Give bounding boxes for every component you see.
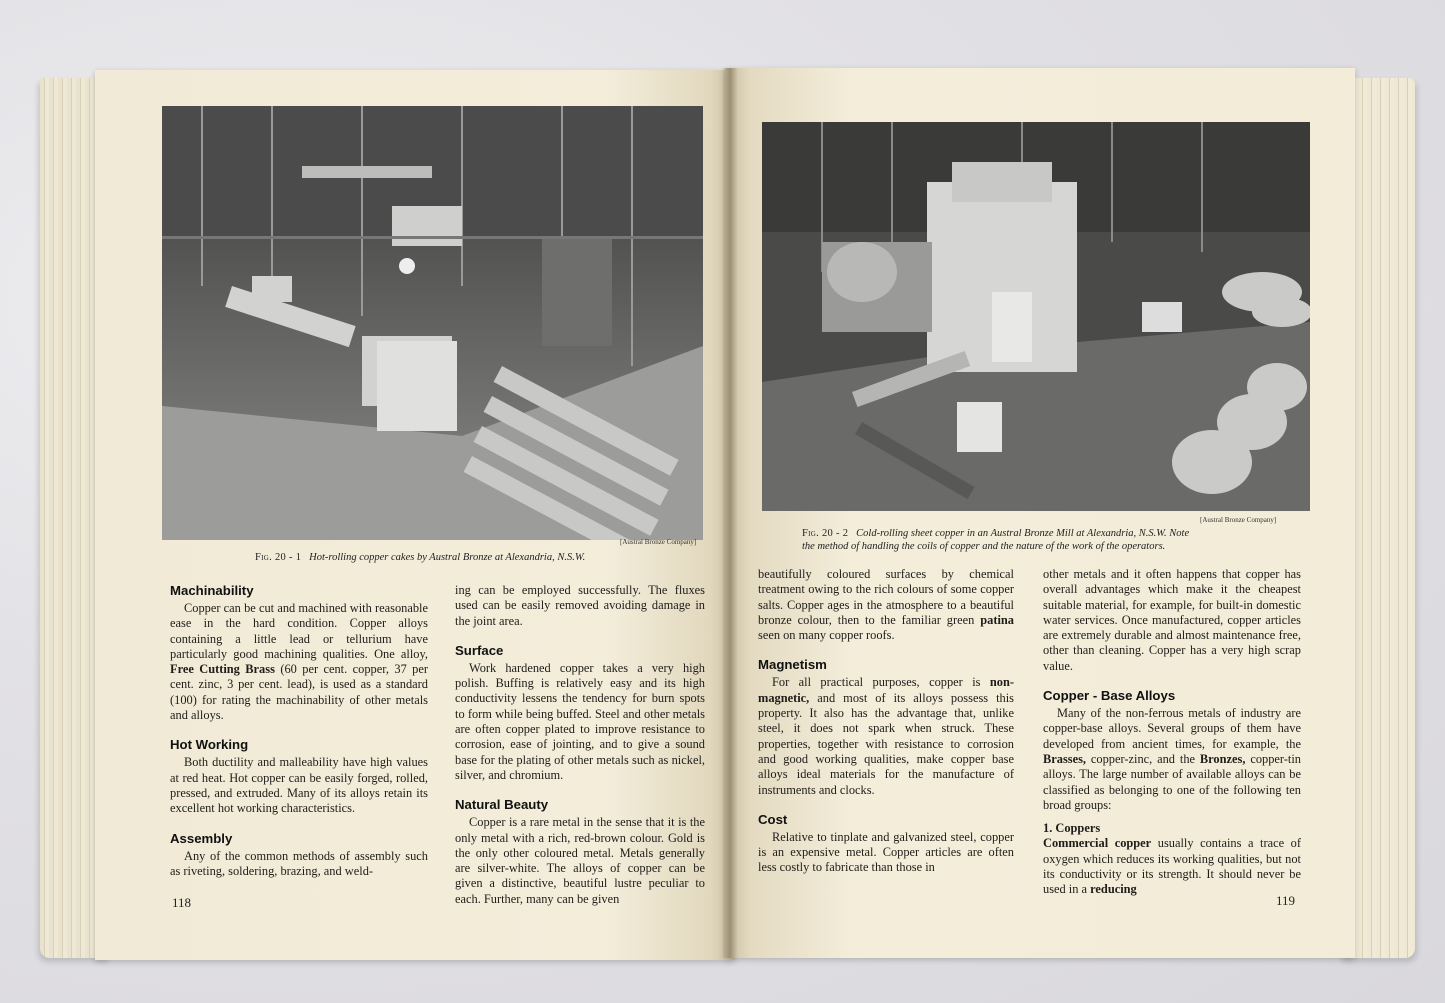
left-column-1: [170, 583, 428, 879]
paragraph: Many of the non-ferrous metals of industry are copper-base alloys. Several groups of them have developed from ancient times, for example, the Brasses, copper-zinc, and the Bronzes, copper-tin alloys. The large number of available alloys can be classified as belonging to one of the following ten broad groups:: [1043, 706, 1301, 812]
cold-rolling-mill-photo: [762, 122, 1310, 511]
page-number-left: 118: [172, 895, 192, 910]
paragraph: ing can be employed successfully. The fluxes used can be easily removed avoiding damage in the joint area.: [455, 583, 705, 628]
caption-text: Cold-rolling sheet copper in an Austral Bronze Mill at Alexandria, N.S.W. Note: [856, 528, 1190, 539]
right-column-2: [1043, 567, 1301, 898]
paragraph: For all practical purposes, copper is non-magnetic, and most of its alloys possess this property. It also has the advantage that, unlike steel, it does not spark when struck. These properties, together with resistance to corrosion and good working qualities, make copper base alloys ideal materials for the manufacture of instruments and clocks.: [758, 675, 1014, 797]
section-heading: Copper - Base Alloys: [1043, 688, 1176, 704]
paragraph: Copper is a rare metal in the sense that it is the only metal with a rich, red-brown colour. Gold is the only other coloured metal. Metals generally are silver-white. The alloys of copper can be given a distinctive, beautiful lustre peculiar to each. Further, many can be given: [455, 815, 705, 906]
list-item: 1. Coppers: [1043, 821, 1101, 836]
caption-text: Hot-rolling copper cakes by Austral Bronze at Alexandria, N.S.W.: [309, 552, 586, 563]
paragraph: Commercial copper usually contains a trace of oxygen which reduces its working qualities, but not its conductivity or its strength. It should never be used in a reducing: [1043, 836, 1301, 897]
hot-rolling-mill-photo: [162, 106, 703, 540]
caption-text: the method of handling the coils of copper and the nature of the work of the operators.: [802, 541, 1166, 552]
figure-caption-left: [255, 551, 715, 564]
book-gutter: [722, 68, 738, 958]
section-heading: Machinability: [170, 583, 254, 598]
section-heading: Assembly: [170, 830, 233, 846]
figure-label: Fig. 20 - 1: [255, 552, 302, 563]
paragraph: Copper can be cut and machined with reasonable ease in the hard condition. Copper alloys containing a little lead or tellurium have particularly good machining qualities. One alloy, Free Cutting Brass (60 per cent. copper, 37 per cent. zinc, 3 per cent. lead), is used as a standard (100) for rating the machinability of other metals and alloys.: [170, 601, 428, 723]
left-column-2: [455, 583, 705, 907]
page-number-right: 119: [1276, 893, 1296, 908]
right-column-1: [758, 567, 1014, 876]
section-heading: Surface: [455, 642, 504, 658]
figure-credit-right: [Austral Bronze Company]: [1200, 516, 1277, 524]
section-heading: Cost: [758, 811, 788, 827]
figure-label: Fig. 20 - 2: [802, 528, 849, 539]
paragraph: other metals and it often happens that copper has overall advantages which make it the cheapest suitable material, for example, for built-in domestic water services. Once manufactured, copper articles are extremely durable and almost maintenance free, other than cleaning. Copper has a very high scrap value.: [1043, 567, 1301, 673]
paragraph: beautifully coloured surfaces by chemical treatment owing to the rich colours of some copper salts. Copper ages in the atmosphere to a beautiful bronze colour, then to the familiar green patina seen on many copper roofs.: [758, 567, 1014, 643]
paragraph: Relative to tinplate and galvanized steel, copper is an expensive metal. Copper articles are often less costly to fabricate than those in: [758, 829, 1014, 875]
paragraph: Work hardened copper takes a very high polish. Buffing is relatively easy and its high conductivity lessens the tendency for burn spots to form while being buffed. Steel and other metals are often copper plated to improve resistance to corrosion, ease of jointing, and to give a sound base for the plating of other metals such as nickel, silver, and chromium.: [455, 660, 705, 782]
figure-caption-right: [802, 527, 1302, 553]
section-heading: Hot Working: [170, 737, 249, 753]
paragraph: Any of the common methods of assembly such as riveting, soldering, brazing, and weld-: [170, 848, 428, 878]
figure-credit-left: [Austral Bronze Company]: [620, 538, 697, 546]
section-heading: Magnetism: [758, 657, 827, 673]
section-heading: Natural Beauty: [455, 797, 549, 813]
paragraph: Both ductility and malleability have high values at red heat. Hot copper can be easily forged, rolled, pressed, and extruded. Many of its alloys retain its excellent hot working characteristics.: [170, 755, 428, 816]
